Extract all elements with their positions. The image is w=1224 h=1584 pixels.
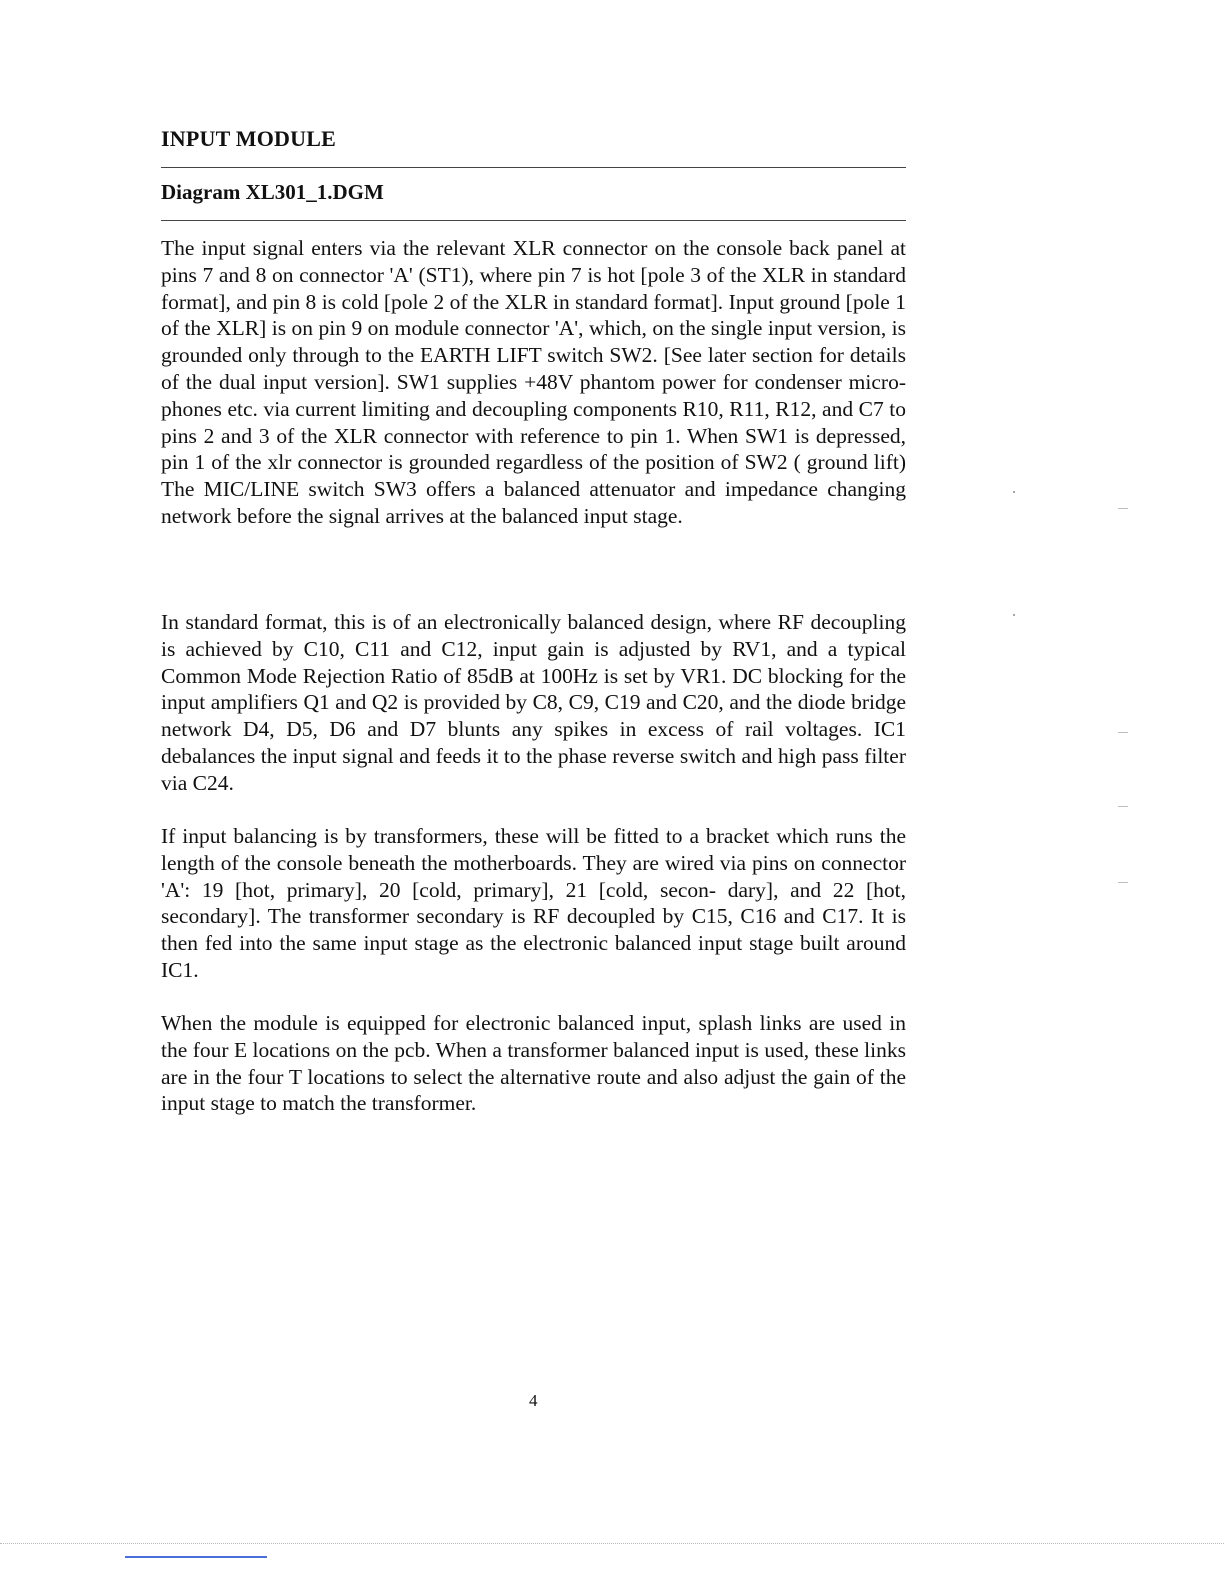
section-title: INPUT MODULE [161,126,336,151]
title-divider [161,167,906,168]
scan-mark [1118,508,1128,509]
scan-mark [1118,806,1128,807]
diagram-divider [161,220,906,221]
footer-link-underline [125,1556,267,1558]
paragraph-input-signal: The input signal enters via the relevant XLR connector on the console back panel at pins 7 and 8 on connector 'A' (ST1), where pin 7 is hot [pole 3 of the XLR in standard format], and pin 8 is cold [pole 2 of the XLR in standard format]. Input ground [pole 1 of the XLR] is on pin 9 on module connector 'A', which, on the single input version, is grounded only through to the EARTH LIFT switch SW2. [See later section for details of the dual input version]. SW1 supplies +48V phantom power for condenser micro- phones etc. via current limiting and decoupling components R10, R11, R12, and C7 to pins 2 and 3 of the XLR connector with reference to pin 1. When SW1 is depressed, pin 1 of the xlr connector is grounded regardless of the position of SW2 ( ground lift) The MIC/LINE switch SW3 offers a balanced attenuator and impedance changing network before the signal arrives at the balanced input stage. [161,236,906,528]
paragraph-splash-links: When the module is equipped for electronic balanced input, splash links are used in the four E locations on the pcb. When a transformer balanced input is used, these links are in the four T locations to select the alternative route and also adjust the gain of the input stage to match the transformer. [161,1011,906,1116]
scan-mark [1118,732,1128,733]
scan-dot [1013,614,1015,616]
diagram-label: Diagram XL301_1.DGM [161,180,384,204]
footer-divider [0,1543,1224,1544]
paragraph-transformer-balancing: If input balancing is by transformers, these will be fitted to a bracket which runs the length of the console beneath the motherboards. They are wired via pins on connector 'A': 19 [hot, primary], 20 [cold, primary], 21 [cold, secon- dary], and 22 [hot, secondary]. The transformer secondary is RF decoupled by C15, C16 and C17. It is then fed into the same input stage as the electronic balanced input stage built around IC1. [161,824,906,982]
scan-mark [1118,882,1128,883]
page-number: 4 [529,1391,538,1410]
scan-dot [1013,491,1015,493]
paragraph-standard-format: In standard format, this is of an electronically balanced design, where RF decoupling is achieved by C10, C11 and C12, input gain is adjusted by RV1, and a typical Common Mode Rejection Ratio of 85dB at 100Hz is set by VR1. DC blocking for the input amplifiers Q1 and Q2 is provided by C8, C9, C19 and C20, and the diode bridge network D4, D5, D6 and D7 blunts any spikes in excess of rail voltages. IC1 debalances the input signal and feeds it to the phase reverse switch and high pass filter via C24. [161,610,906,795]
